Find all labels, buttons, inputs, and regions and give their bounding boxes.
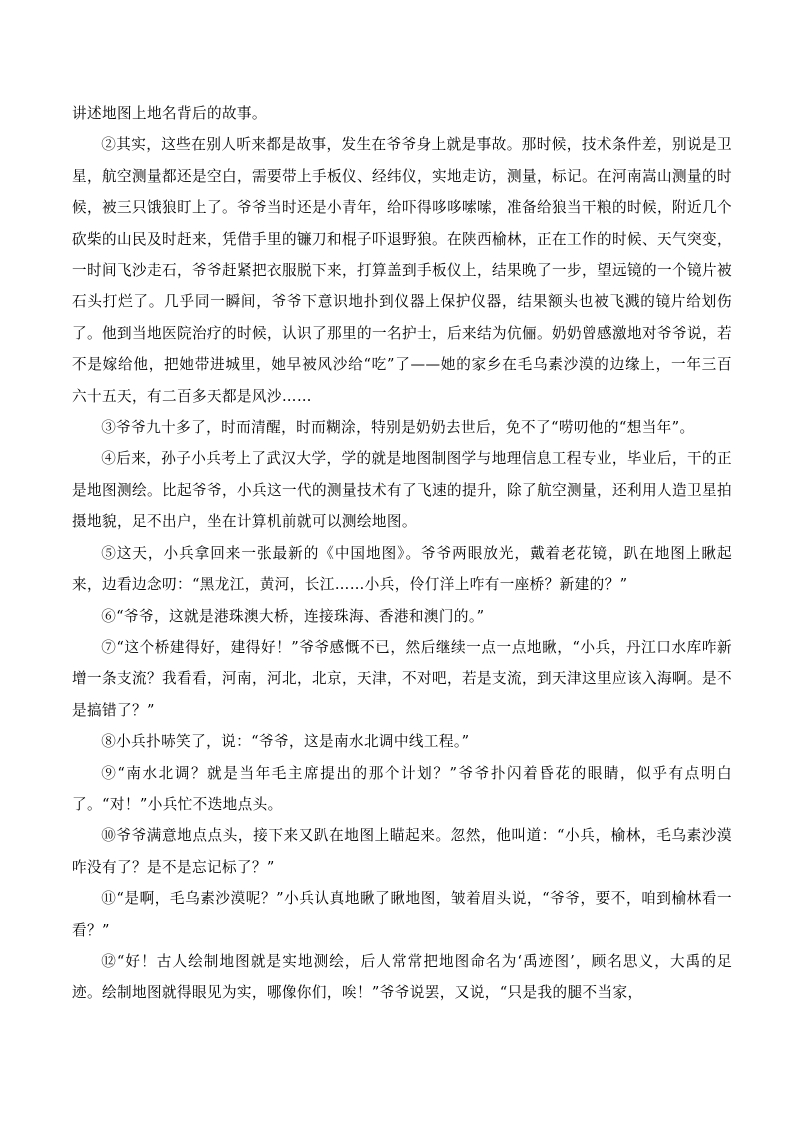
paragraph-6: ⑥“爷爷，这就是港珠澳大桥，连接珠海、香港和澳门的。” [101,607,485,625]
paragraph-9: ⑨“南水北调？就是当年毛主席提出的那个计划？”爷爷扑闪着昏花的眼睛，似乎有点明白了。“对！”小兵忙不迭地点头。 [72,764,732,813]
paragraph-4: ④后来，孙子小兵考上了武汉大学，学的就是地图制图学与地理信息工程专业，毕业后，干的正是地图测绘。比起爷爷，小兵这一代的测量技术有了飞速的提升，除了航空测量，还利用人造卫星拍摄地貌，足不出户，坐在计算机前就可以测绘地图。 [72,450,732,531]
document-body [72,98,732,1009]
paragraph-12: ⑫“好！古人绘制地图就是实地测绘，后人常常把地图命名为‘禹迹图’，顾名思义，大禹的足迹。绘制地图就得眼见为实，哪像你们，唉！”爷爷说罢，又说，“只是我的腿不当家， [72,952,732,1002]
paragraph-3: ③爷爷九十多了，时而清醒，时而糊涂，特别是奶奶去世后，免不了“唠叨他的“想当年”。 [101,419,695,437]
paragraph-5: ⑤这天，小兵拿回来一张最新的《中国地图》。爷爷两眼放光，戴着老花镜，趴在地图上瞅起来，边看边念叨：“黑龙江，黄河，长江……小兵，伶仃洋上咋有一座桥？新建的？” [72,544,732,594]
paragraph-7: ⑦“这个桥建得好，建得好！”爷爷感慨不已，然后继续一点一点地瞅，“小兵，丹江口水库咋新增一条支流？我看看，河南，河北，北京，天津，不对吧，若是支流，到天津这里应该入海啊。是不是搞错了？” [72,638,732,719]
paragraph-10: ⑩爷爷满意地点点头，接下来又趴在地图上瞄起来。忽然，他叫道：“小兵，榆林，毛乌素沙漠咋没有了？是不是忘记标了？” [72,827,732,876]
paragraph-1-continuation: 讲述地图上地名背后的故事。 [72,105,267,122]
paragraph-2: ②其实，这些在别人听来都是故事，发生在爷爷身上就是事故。那时候，技术条件差，别说是卫星，航空测量都还是空白，需要带上手板仪、经纬仪，实地走访，测量，标记。在河南嵩山测量的时候，被三只饿狼盯上了。爷爷当时还是小青年，给吓得哆哆嗦嗦，准备给狼当干粮的时候，附近几个砍柴的山民及时赶来，凭借手里的镰刀和棍子吓退野狼。在陕西榆林，正在工作的时候、天气突变，一时间飞沙走石，爷爷赶紧把衣服脱下来，打算盖到手板仪上，结果晚了一步，望远镜的一个镜片被石头打烂了。几乎同一瞬间，爷爷下意识地扑到仪器上保护仪器，结果额头也被飞溅的镜片给划伤了。他到当地医院治疗的时候，认识了那里的一名护士，后来结为伉俪。奶奶曾感激地对爷爷说，若不是嫁给他，把她带进城里，她早被风沙给“吃”了——她的家乡在毛乌素沙漠的边缘上，一年三百六十五天，有二百多天都是风沙…… [72,136,732,405]
paragraph-11: ⑪“是啊，毛乌素沙漠呢？”小兵认真地瞅了瞅地图，皱着眉头说，“爷爷，要不，咱到榆林看一看？” [72,890,732,939]
paragraph-8: ⑧小兵扑哧笑了，说：“爷爷，这是南水北调中线工程。” [101,733,470,751]
